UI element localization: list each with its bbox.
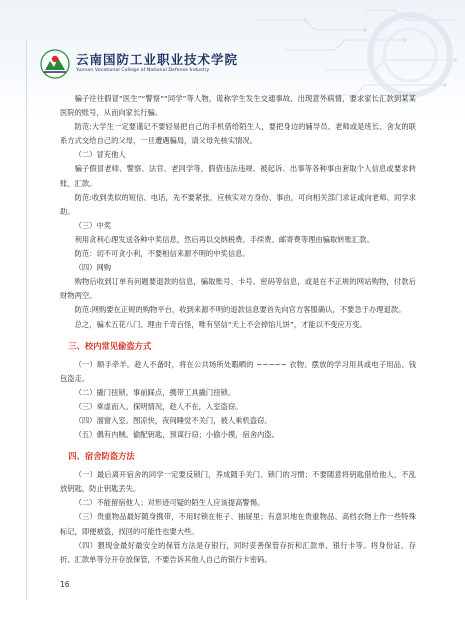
list-item: （四）猥现金最好最安全的保管方法是存银行，同时妥善保管存折和汇款单、银行卡等。将身份证、存折、汇款单等分开存放保管，不要告诉其他人自己的银行卡密码。 (60, 540, 416, 564)
list-item: （五）偶有内贼。偷配钥匙，预谋行窃；小偷小摸，宿舍内盗。 (74, 430, 279, 440)
paragraph: 骗子往往假冒“医生”“警察”“同学”等人物，谎称学生发生交通事故、出现意外病情，要求家长汇款到某某医院的账号，从而向家长行骗。 (60, 94, 416, 118)
paragraph: 骗子假冒老师、警察、法官、老同学等，假借违法违规、被起诉、出事等各种事由套取个人信息或要求转账、汇款。 (60, 164, 416, 188)
list-item: （一）顺手牵羊。趁人不备时，将在公共场所处暇晒的 ~~~~~ 衣物、摆放的学习用具或电子用品、钱包盗走。 (60, 359, 416, 383)
paragraph: 总之，骗术五花八门、理由千奇百怪，唯有坚信“天上不会掉馅儿饼”，才能以不变应万变。 (74, 319, 367, 329)
school-name-cn: 云南国防工业职业技术学院 (76, 52, 239, 68)
document-body (60, 92, 416, 567)
school-logo-icon (40, 49, 70, 79)
paragraph: 防范:网购要在正规的购物平台，收到来源不明的退款信息要首先向官方客服确认，不要急于办理退款。 (74, 305, 406, 315)
list-item: （三）乘虚而入。探明情况，趁人不在，入室盗窃。 (74, 401, 243, 411)
left-margin-rule (26, 40, 27, 600)
paragraph: 购物后收到订单有问题要退款的信息，骗取账号、卡号、密码等信息，或是在不正规的网站购物，付款后财物两空。 (60, 277, 416, 301)
list-item: （三）贵重物品最好随身携带，不用时锁在柜子、抽屉里；有意识地在贵重物品、高档衣物上作一些特殊标记，即便被盗，找回的可能性也要大些。 (60, 512, 416, 536)
school-header (40, 48, 270, 80)
subheading: （四）网购 (74, 263, 112, 273)
list-item: （二）撬门扭锁。事前踩点，携带工具撬门扭锁。 (74, 387, 236, 397)
subheading: （三）中奖 (74, 220, 112, 230)
list-item: （四）溜窗入室。图凉快，夜间睡觉不关门，被人乘机盗窃。 (74, 415, 272, 425)
paragraph: 防范：切不可贪小利，不要相信来源不明的中奖信息。 (74, 249, 250, 259)
page-number: 16 (60, 580, 70, 589)
subheading: （二）冒充他人 (74, 150, 126, 160)
list-item: （二）不能留宿他人；对形迹可疑的陌生人应该提高警惕。 (74, 498, 265, 508)
paragraph: 利用贪利心理发送各种中奖信息，然后再以交纳税费、手续费、邮寄费等理由骗取转账汇款。 (74, 234, 374, 244)
school-name-en: Yunnan Vocational College of National Defense Industry (76, 67, 210, 73)
section-heading-dorm-antitheft: 四、宿舍防盗方法 (68, 451, 135, 462)
section-heading-theft-methods: 三、校内常见偷盗方式 (68, 340, 152, 351)
paragraph: 防范:收到类似的短信、电话，先不要紧张，应核实对方身份、事由，可向相关部门求证或向老师、同学求助。 (60, 192, 416, 216)
paragraph: 防范:大学生一定要谨记不要轻易把自己的手机借给陌生人，要把身边的辅导员、老师或是班长、舍友的联系方式交给自己的父母，一旦遭遇骗局，请父母先核实情况。 (60, 122, 416, 146)
list-item: （一）最后离开宿舍的同学一定要反锁门，养成随手关门、锁门的习惯；不要随意将钥匙借给他人，不乱放钥匙，防止钥匙丢失。 (60, 470, 416, 494)
